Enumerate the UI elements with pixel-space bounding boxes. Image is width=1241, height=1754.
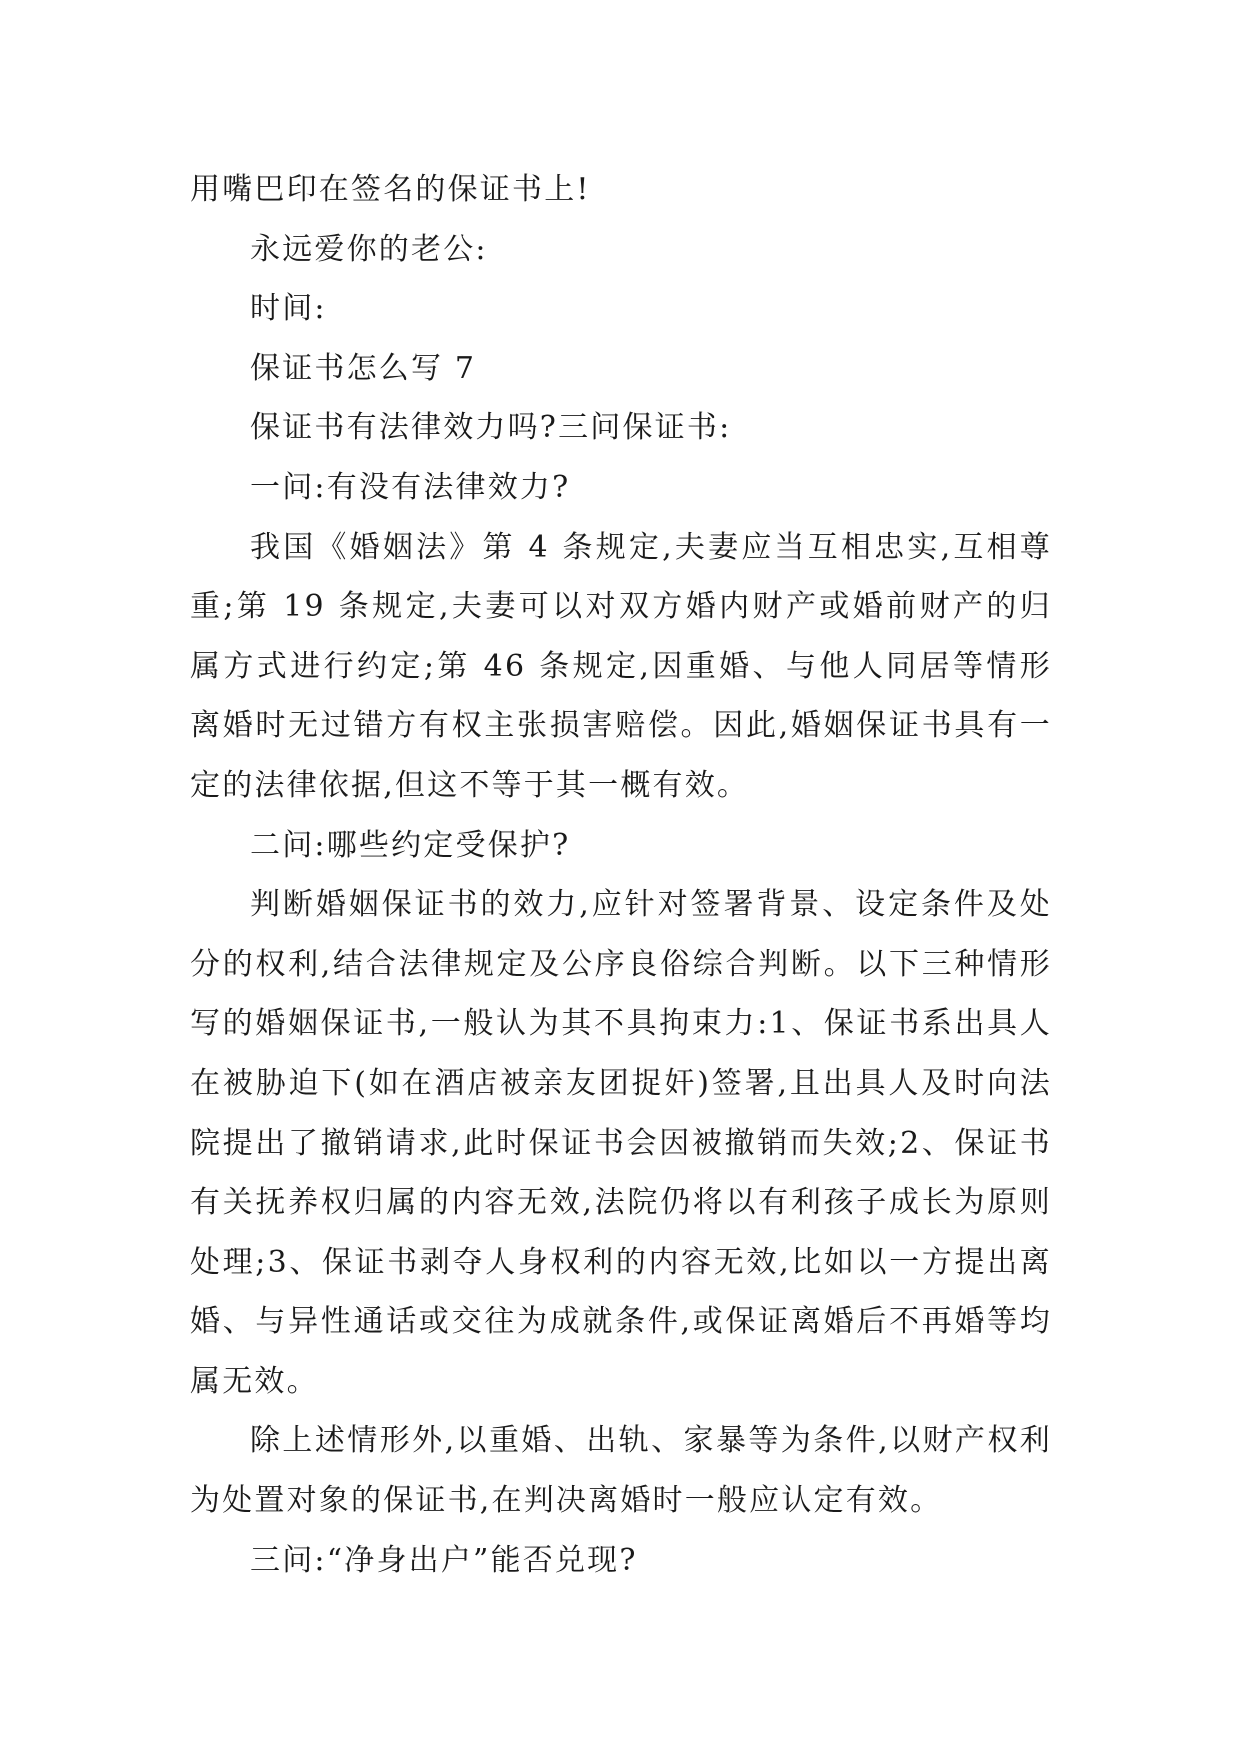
paragraph-intro-question: 保证书有法律效力吗?三问保证书: — [250, 410, 732, 446]
answer-2-continued: 除上述情形外,以重婚、出轨、家暴等为条件,以财产权利为处置对象的保证书,在判决离婚时一般应认定有效。 — [190, 1423, 1052, 1519]
paragraph-date: 时间: — [250, 291, 327, 327]
question-1: 一问:有没有法律效力? — [250, 469, 571, 505]
answer-1: 我国《婚姻法》第 4 条规定,夫妻应当互相忠实,互相尊重;第 19 条规定,夫妻可以对双方婚内财产或婚前财产的归属方式进行约定;第 46 条规定,因重婚、与他人同居等情形离婚时无过错方有权主张损害赔偿。因此,婚姻保证书具有一定的法律依据,但这不等于其一概有效。 — [190, 529, 1052, 803]
paragraph-signature: 永远爱你的老公: — [250, 231, 488, 267]
answer-2: 判断婚姻保证书的效力,应针对签署背景、设定条件及处分的权利,结合法律规定及公序良俗综合判断。以下三种情形写的婚姻保证书,一般认为其不具拘束力:1、保证书系出具人在被胁迫下(如在酒店被亲友团捉奸)签署,且出具人及时向法院提出了撤销请求,此时保证书会因被撤销而失效;2、保证书有关抚养权归属的内容无效,法院仍将以有利孩子成长为原则处理;3、保证书剥夺人身权利的内容无效,比如以一方提出离婚、与异性通话或交往为成就条件,或保证离婚后不再婚等均属无效。 — [190, 887, 1052, 1399]
section-heading-7: 保证书怎么写 7 — [250, 350, 477, 386]
question-3: 三问:“净身出户”能否兑现? — [250, 1542, 638, 1578]
document-body — [190, 160, 1052, 1590]
question-2: 二问:哪些约定受保护? — [250, 827, 571, 863]
paragraph-1: 用嘴巴印在签名的保证书上! — [190, 172, 591, 207]
